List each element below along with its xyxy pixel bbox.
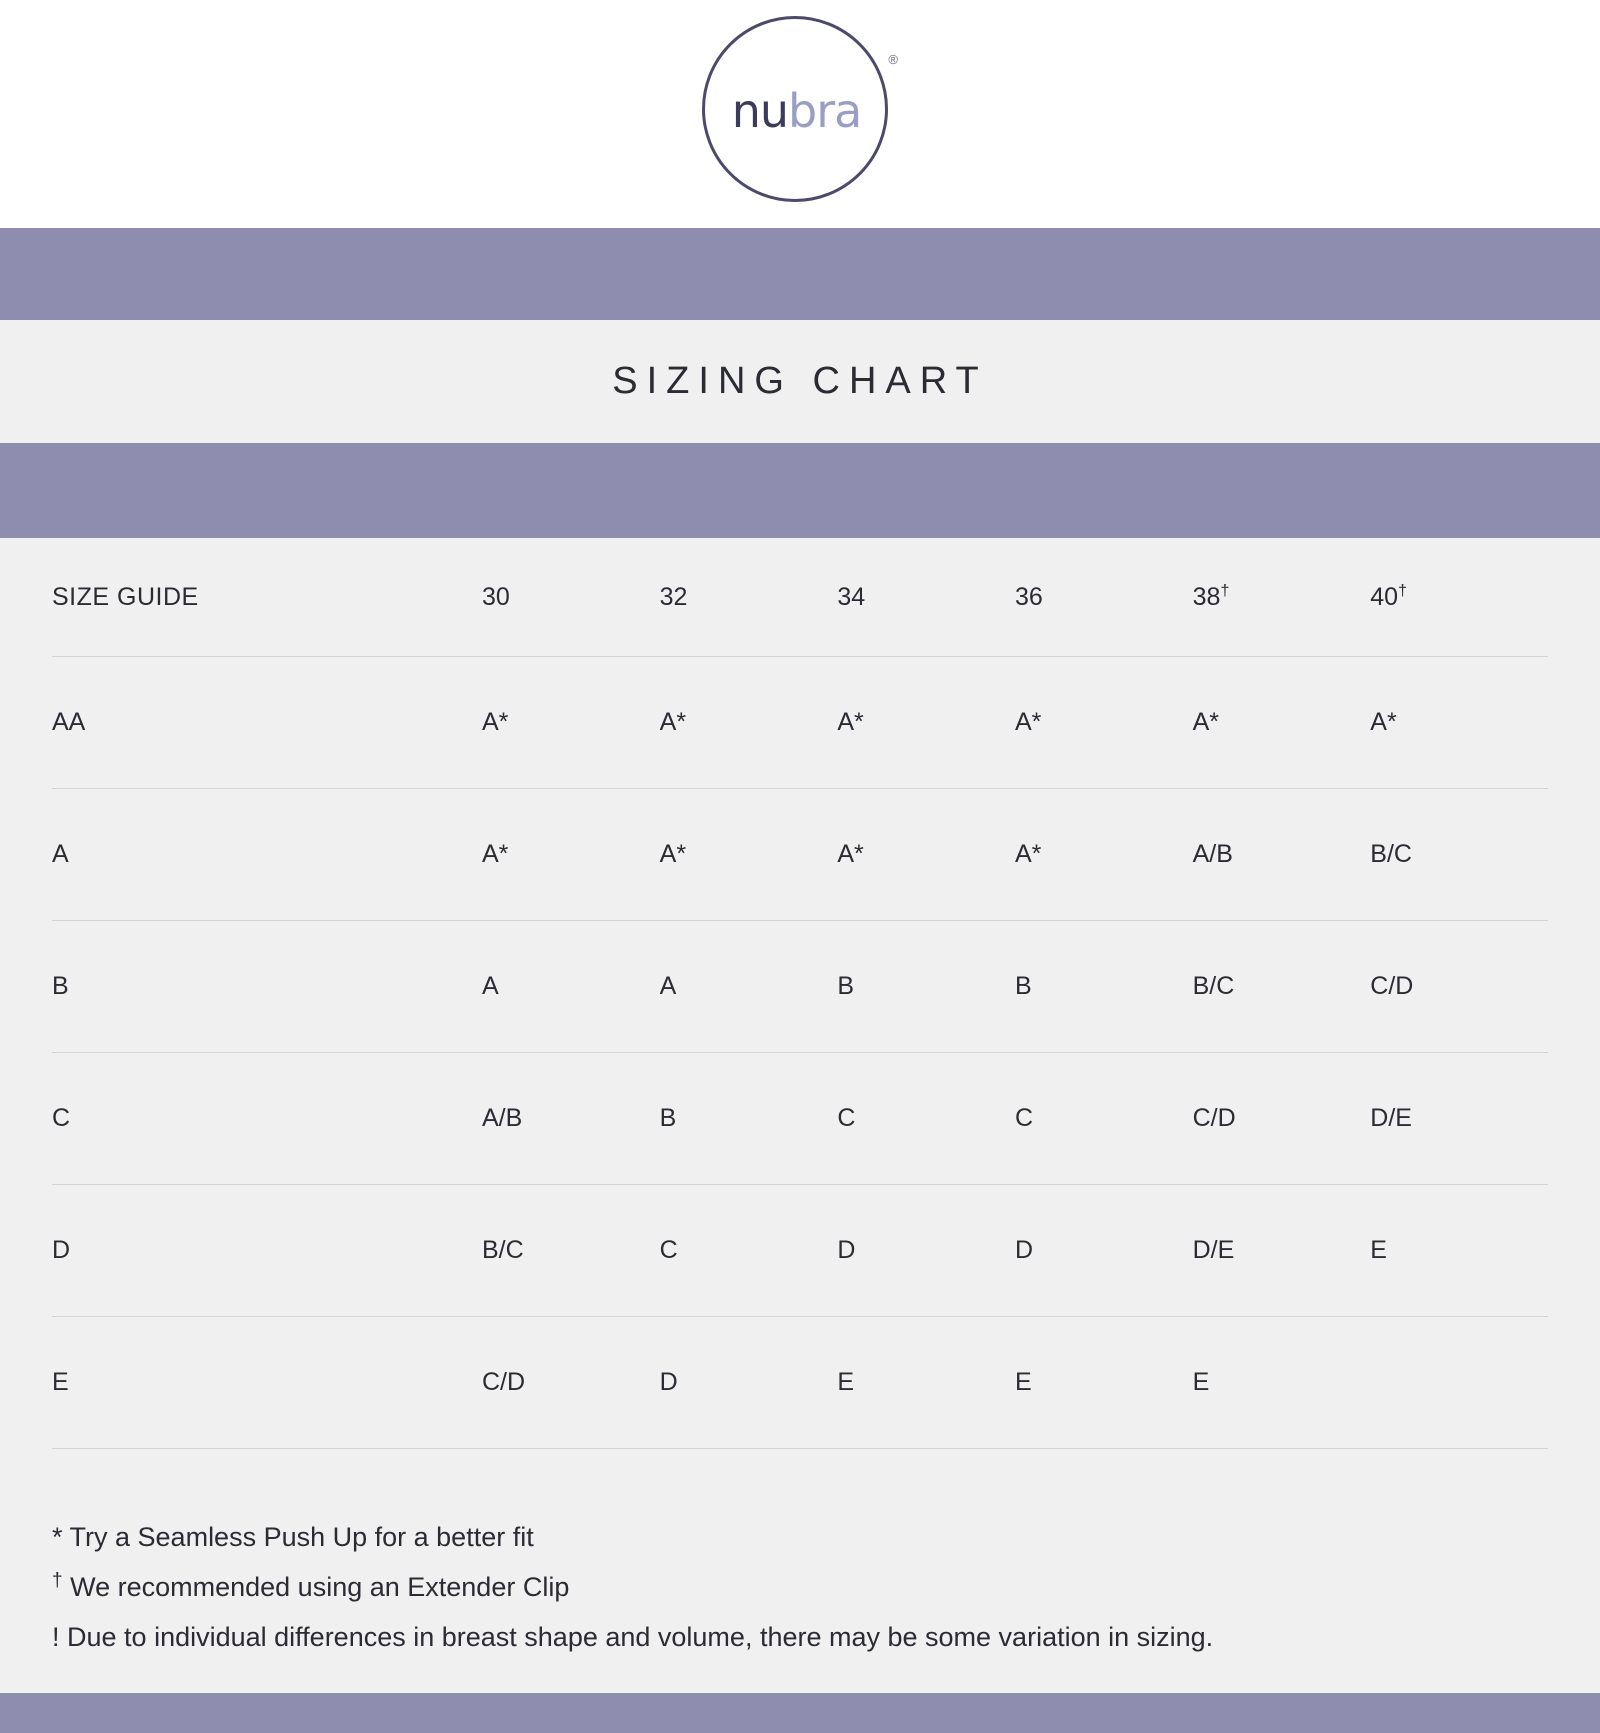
- note-text-dagger: We recommended using an Extender Clip: [62, 1572, 570, 1603]
- cell-aa-36: A*: [1015, 657, 1193, 789]
- cell-e-30: C/D: [482, 1317, 660, 1449]
- nubra-logo: [702, 16, 898, 212]
- row-label-c: C: [52, 1053, 482, 1185]
- cell-d-38: D/E: [1193, 1185, 1371, 1317]
- row-label-d: D: [52, 1185, 482, 1317]
- column-header-size-guide: SIZE GUIDE: [52, 538, 482, 657]
- cell-a-40: B/C: [1370, 789, 1548, 921]
- cell-aa-38: A*: [1193, 657, 1371, 789]
- table-row: [52, 1317, 1548, 1449]
- decorative-band-bottom: [0, 1693, 1600, 1733]
- title-strip: [0, 320, 1600, 443]
- column-header-mark-38: †: [1220, 582, 1230, 600]
- sizing-table-area: [0, 538, 1600, 1495]
- cell-c-34: C: [837, 1053, 1015, 1185]
- table-row: [52, 789, 1548, 921]
- sizing-table: [52, 538, 1548, 1449]
- column-header-mark-40: †: [1398, 582, 1407, 600]
- note-text-exclamation: Due to individual differences in breast shape and volume, there may be some variation in sizing.: [59, 1622, 1214, 1653]
- row-label-b: B: [52, 921, 482, 1053]
- cell-e-40: [1370, 1317, 1548, 1449]
- cell-e-36: E: [1015, 1317, 1193, 1449]
- cell-a-30: A*: [482, 789, 660, 921]
- table-row: [52, 1053, 1548, 1185]
- cell-c-36: C: [1015, 1053, 1193, 1185]
- cell-d-36: D: [1015, 1185, 1193, 1317]
- cell-b-40: C/D: [1370, 921, 1548, 1053]
- cell-a-34: A*: [837, 789, 1015, 921]
- table-header: [52, 538, 1548, 657]
- table-row: [52, 657, 1548, 789]
- page-title: SIZING CHART: [612, 360, 988, 402]
- column-header-32: 32: [660, 538, 838, 657]
- cell-d-30: B/C: [482, 1185, 660, 1317]
- cell-e-38: E: [1193, 1317, 1371, 1449]
- column-header-34: 34: [837, 538, 1015, 657]
- cell-c-32: B: [660, 1053, 838, 1185]
- cell-a-32: A*: [660, 789, 838, 921]
- note-marker-dagger: †: [52, 1570, 63, 1592]
- row-label-e: E: [52, 1317, 482, 1449]
- cell-b-34: B: [837, 921, 1015, 1053]
- cell-c-38: C/D: [1193, 1053, 1371, 1185]
- cell-b-38: B/C: [1193, 921, 1371, 1053]
- column-header-38: 38†: [1193, 538, 1371, 657]
- note-marker-exclamation: !: [52, 1622, 60, 1653]
- cell-c-30: A/B: [482, 1053, 660, 1185]
- table-body: [52, 657, 1548, 1449]
- cell-b-32: A: [660, 921, 838, 1053]
- cell-d-40: E: [1370, 1185, 1548, 1317]
- cell-aa-30: A*: [482, 657, 660, 789]
- table-header-row: [52, 538, 1548, 657]
- note-asterisk: [52, 1513, 1548, 1563]
- cell-b-30: A: [482, 921, 660, 1053]
- note-exclamation: [52, 1613, 1548, 1663]
- note-dagger: [52, 1563, 1548, 1613]
- cell-aa-32: A*: [660, 657, 838, 789]
- table-row: [52, 921, 1548, 1053]
- cell-e-32: D: [660, 1317, 838, 1449]
- column-header-40: 40†: [1370, 538, 1548, 657]
- logo-area: [0, 0, 1600, 228]
- column-header-36: 36: [1015, 538, 1193, 657]
- cell-aa-34: A*: [837, 657, 1015, 789]
- table-row: [52, 1185, 1548, 1317]
- cell-a-38: A/B: [1193, 789, 1371, 921]
- notes-area: [0, 1495, 1600, 1693]
- logo-wordmark-part2: bra: [788, 83, 862, 138]
- cell-b-36: B: [1015, 921, 1193, 1053]
- cell-d-32: C: [660, 1185, 838, 1317]
- logo-wordmark: [702, 16, 891, 205]
- decorative-band-middle: [0, 443, 1600, 538]
- row-label-a: A: [52, 789, 482, 921]
- cell-c-40: D/E: [1370, 1053, 1548, 1185]
- row-label-aa: AA: [52, 657, 482, 789]
- cell-d-34: D: [837, 1185, 1015, 1317]
- cell-e-34: E: [837, 1317, 1015, 1449]
- note-text-asterisk: Try a Seamless Push Up for a better fit: [62, 1522, 534, 1553]
- column-header-30: 30: [482, 538, 660, 657]
- logo-wordmark-part1: nu: [731, 83, 788, 138]
- note-marker-asterisk: *: [52, 1522, 63, 1553]
- cell-aa-40: A*: [1370, 657, 1548, 789]
- decorative-band-top: [0, 228, 1600, 320]
- registered-mark: ®: [888, 52, 898, 67]
- cell-a-36: A*: [1015, 789, 1193, 921]
